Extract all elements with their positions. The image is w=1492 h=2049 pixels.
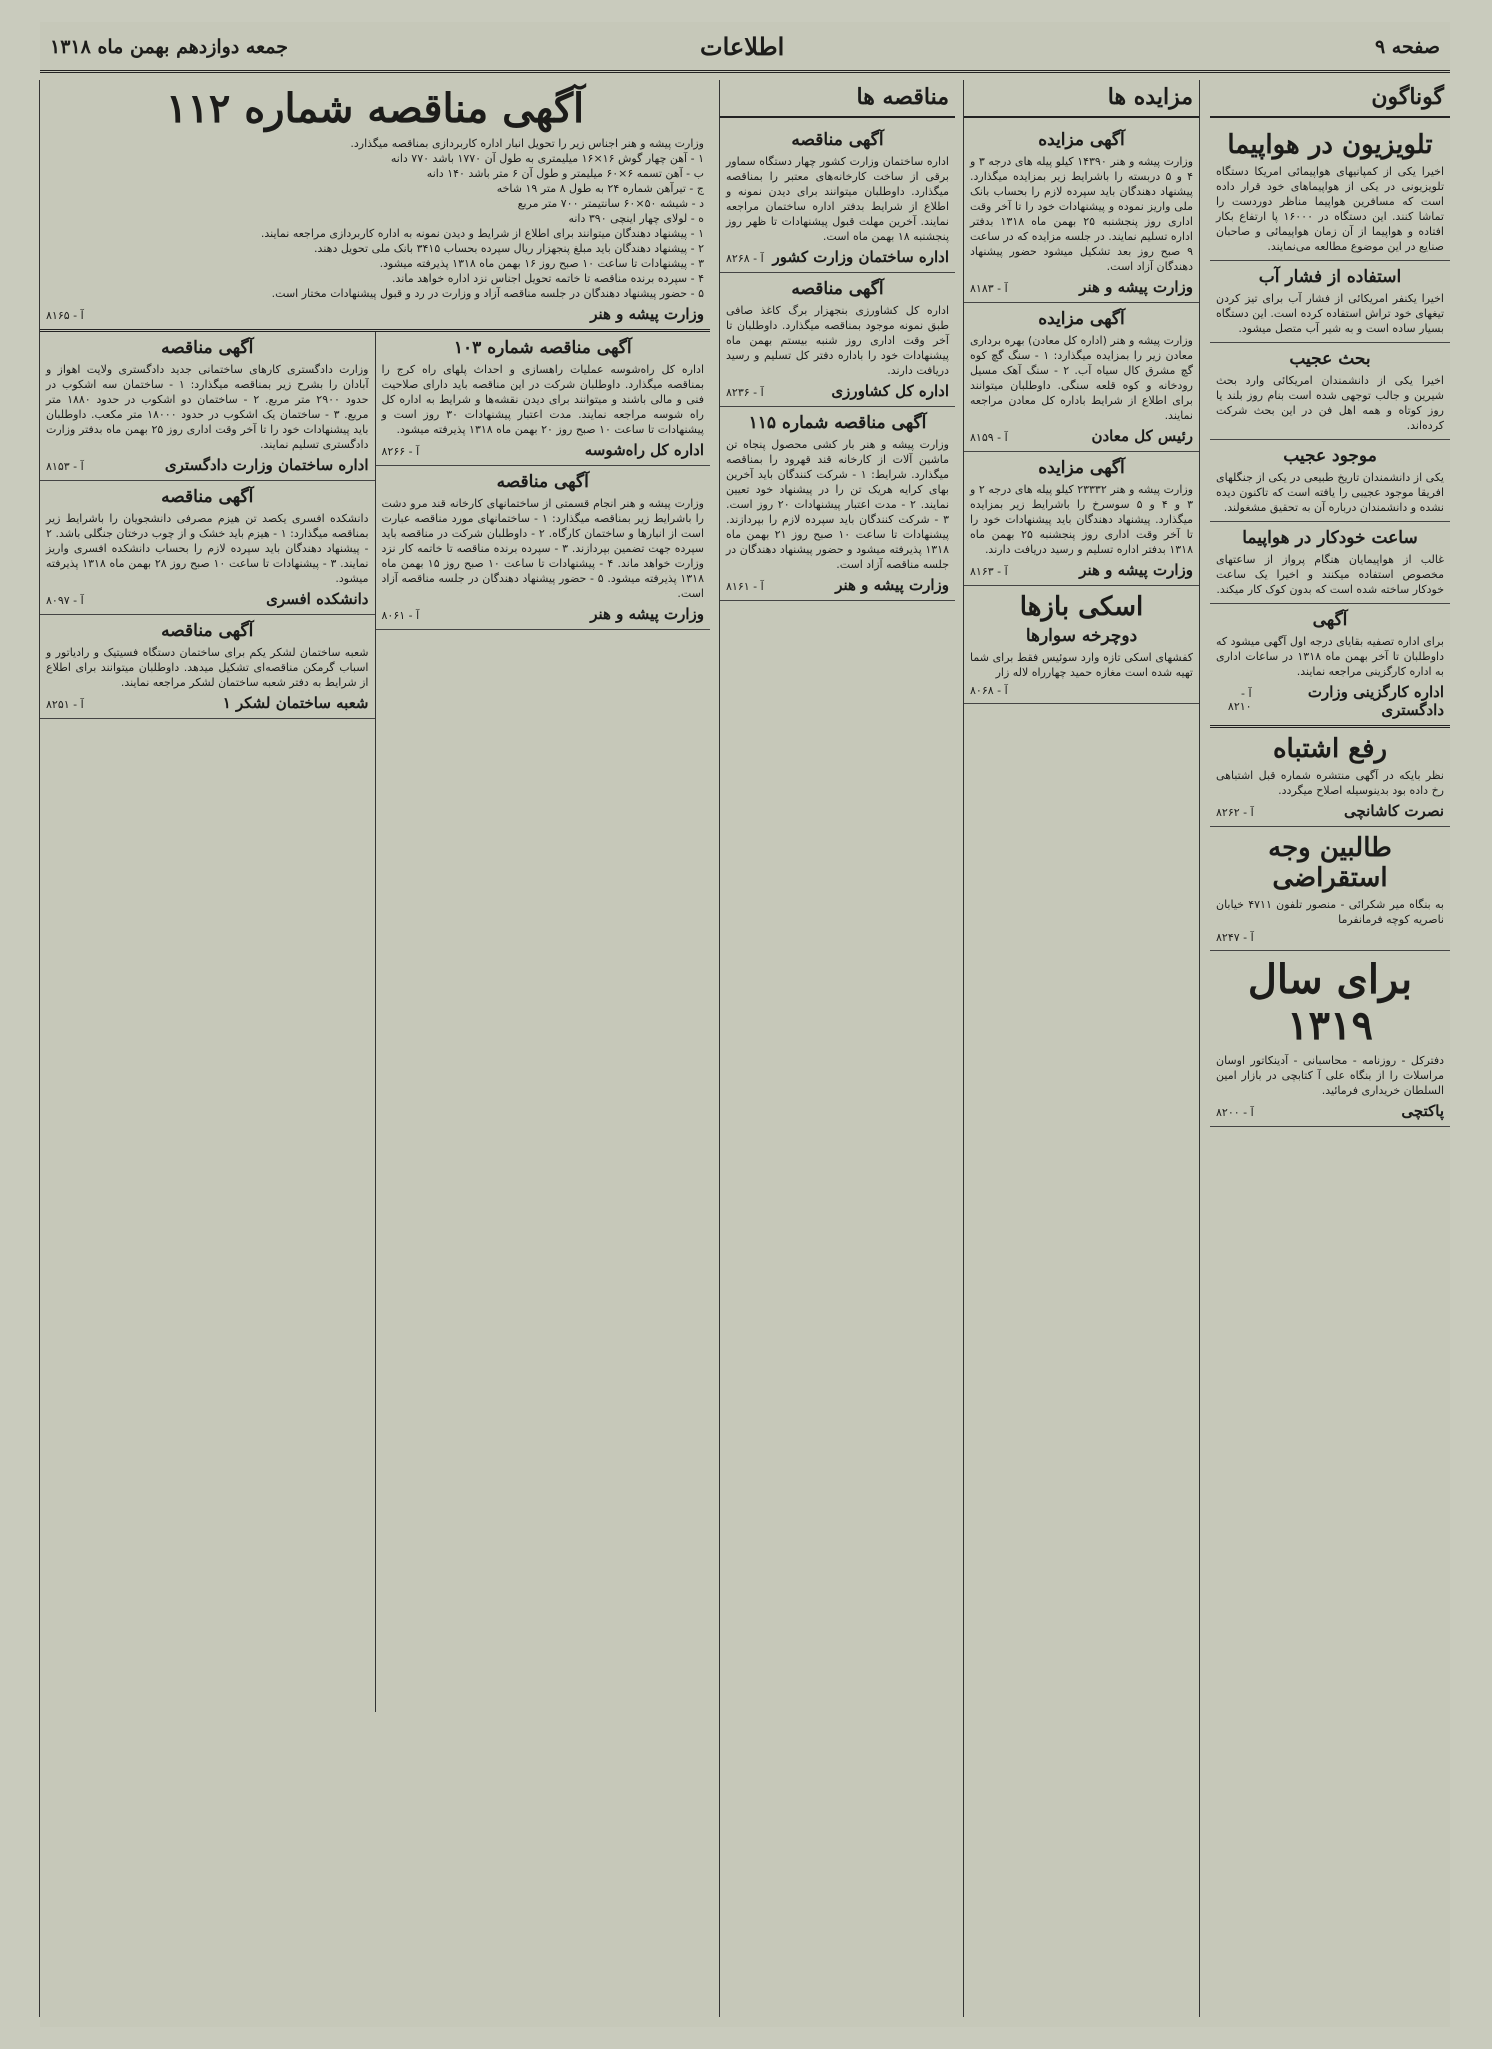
notice-body: برای اداره تصفیه بقایای درجه اول آگهی میشود که داوطلبان تا آخر بهمن ماه ۱۳۱۸ در ساعات اداری به اداره کارگزینی مراجعه نمایند. <box>1216 635 1444 678</box>
tender-ad-ref: آ - ۸۱۶۱ <box>726 580 764 593</box>
tender-112-line: ۳ - پیشنهادات تا ساعت ۱۰ صبح روز ۱۶ بهمن ماه ۱۳۱۸ پذیرفته میشود. <box>379 257 704 270</box>
tender-military-ad <box>40 481 375 615</box>
year-1319-title: برای سال ۱۳۱۹ <box>1247 956 1413 1049</box>
ski-ad-subtitle: دوچرخه سوارها <box>1025 626 1138 646</box>
auction-ad-title: آگهی مزایده <box>1038 309 1125 329</box>
misc-item-title: تلویزیون در هواپیما <box>1227 130 1433 160</box>
tender-ad-issuer: اداره ساختمان وزارت کشور <box>772 248 949 266</box>
misc-item <box>1210 343 1450 440</box>
tender-army-ref: آ - ۸۲۵۱ <box>46 698 84 711</box>
page-number: صفحه ۹ <box>1374 36 1440 58</box>
misc-item <box>1210 124 1450 261</box>
column-left-block <box>39 80 710 2017</box>
auction-ad <box>964 452 1199 586</box>
tender-112-ref: آ - ۸۱۶۵ <box>46 309 84 322</box>
correction-body: نظر بایکه در آگهی منتشره شماره قبل اشتباهی رخ داده بود بدینوسیله اصلاح میگردد. <box>1216 769 1444 797</box>
tender-103-ref: آ - ۸۲۶۶ <box>381 445 420 458</box>
tender-ad-issuer: وزارت پیشه و هنر <box>835 576 949 594</box>
section-title-tenders: مناقصه ها <box>720 80 955 118</box>
tender-ad-body: وزارت پیشه و هنر بار کشی محصول پنجاه تن ماشین آلات از کارخانه قند قهرود را بمناقصه میگذارد. شرایط: ۱ - شرکت کنندگان باید آخرین بهای کرایه هریک تن را در پیشنهاد خود تعیین نمایند. ۲ - مدت اعتبار پیشنهادات ۲۰ روز است. ۳ - شرکت کنندگان باید سپرده لازم را بپردازند. پیشنهادات تا ساعت ۱۰ صبح روز ۲۱ بهمن ماه ۱۳۱۸ پذیرفته میشود و حضور پیشنهاد دهندگان در جلسه مناقصه آزاد است. <box>726 438 950 571</box>
tender-103-issuer: اداره کل راه‌شوسه <box>584 441 704 459</box>
tender-103-body: اداره کل راه‌شوسه عملیات راهسازی و احداث پلهای راه کرج را بمناقصه میگذارد. داوطلبان شرکت در این مناقصه باید دارای صلاحیت فنی و مالی باشند و میتوانند برای دیدن نقشه‌ها و شرایط به اداره کل راه شوسه مراجعه نمایند. مدت اعتبار پیشنهادات ۳۰ روز است و پیشنهادات تا ساعت ۱۰ صبح روز ۲۰ بهمن ماه ۱۳۱۸ پذیرفته میشود. <box>381 363 704 436</box>
auction-ad-body: وزارت پیشه و هنر (اداره کل معادن) بهره برداری معادن زیر را بمزایده میگذارد: ۱ - سنگ گچ کوه گچ مشرق کال سیاه آب. ۲ - سنگ آهک مسیل رودخانه و کوه قلعه سنگی. داوطلبان میتوانند برای اطلاع از شرایط باداره کل معادن مراجعه نمایند. <box>970 334 1193 422</box>
misc-item-title: ساعت خودکار در هواپیما <box>1242 528 1418 548</box>
section-title-auctions: مزایده ها <box>964 80 1199 118</box>
tender-103-title: آگهی مناقصه شماره ۱۰۳ <box>453 338 632 358</box>
loan-ad <box>1210 827 1450 951</box>
auction-ad-issuer: وزارت پیشه و هنر <box>1079 278 1193 296</box>
auction-ad-ref: آ - ۸۱۸۳ <box>970 282 1008 295</box>
column-tenders <box>719 80 955 2017</box>
correction-ref: آ - ۸۲۶۲ <box>1216 806 1254 819</box>
loan-ad-body: به بنگاه میر شکرائی - منصور تلفون ۴۷۱۱ خیابان ناصریه کوچه فرمانفرما <box>1216 898 1444 926</box>
newspaper-page <box>40 22 1450 2027</box>
correction-title: رفع اشتباه <box>1272 734 1388 764</box>
tender-112-line: ۴ - سپرده برنده مناقصه تا خاتمه تحویل اجناس نزد اداره خواهد ماند. <box>392 272 704 285</box>
tender-military-title: آگهی مناقصه <box>161 487 254 507</box>
tender-pishe-ad <box>376 466 711 630</box>
ski-ad-title: اسکی بازها <box>1019 592 1144 622</box>
tender-pishe-title: آگهی مناقصه <box>496 472 589 492</box>
tender-112-title: آگهی مناقصه شماره ۱۱۲ <box>165 85 585 132</box>
tender-ad-body: اداره کل کشاورزی بنجهزار برگ کاغذ صافی طبق نمونه موجود بمناقصه میگذارد. داوطلبان تا آخر وقت اداری روز شنبه بیستم بهمن ماه پیشنهادات خود را باداره دفتر کل تسلیم و رسید دریافت دارند. <box>726 304 949 377</box>
misc-item-body: اخیرا یکی از کمپانیهای هواپیمائی امریکا دستگاه تلویزیونی در یکی از هواپیماهای خود قرار داده است که مسافرین هواپیما مناظر دوردست را تماشا کنند. این دستگاه در ۱۶۰۰۰ پا ارتفاع بکار افتاده و هواپیما از آن زمان هواپیمائی و صاحبان صنایع در این موضوع مطالعه می‌نمایند. <box>1216 165 1444 253</box>
tender-112-line: ۱ - آهن چهار گوش ۱۶×۱۶ میلیمتری به طول آن ۱۷۷۰ باشد ۷۷۰ دانه <box>390 152 704 165</box>
tender-ad-title: آگهی مناقصه <box>791 130 884 150</box>
tender-judiciary-title: آگهی مناقصه <box>161 338 254 358</box>
tender-112-line: ۲ - پیشنهاد دهندگان باید مبلغ پنجهزار ریال سپرده بحساب ۳۴۱۵ بانک ملی تحویل دهند. <box>314 242 704 255</box>
left-subcolumns <box>40 332 710 1712</box>
tender-pishe-issuer: وزارت پیشه و هنر <box>590 605 704 623</box>
ski-ad <box>964 586 1199 704</box>
year-1319-issuer: پاکتچی <box>1401 1102 1444 1120</box>
tender-judiciary-body: وزارت دادگستری کارهای ساختمانی جدید دادگستری ولایت اهواز و آبادان را بشرح زیر بمناقصه میگذارد: ۱ - ساختمان سه اشکوب در حدود ۲۹۰۰ متر مربع. ۲ - ساختمان دو اشکوب در حدود ۱۸۸۰ متر مربع. ۳ - ساختمان یک اشکوب در حدود ۱۸۰۰۰ متر مکعب. داوطلبان باید پیشنهادات خود را تا آخر وقت اداری روز ۲۵ بهمن ماه بدفتر وزارت دادگستری تسلیم نمایند. <box>46 363 369 451</box>
tender-pishe-ref: آ - ۸۰۶۱ <box>381 609 420 622</box>
section-title-misc: گوناگون <box>1210 80 1450 118</box>
tender-112-line: ۱ - پیشنهاد دهندگان میتوانند برای اطلاع از شرایط و دیدن نمونه به اداره کاربردازی مراجعه نمایند. <box>260 227 704 240</box>
auction-ad-title: آگهی مزایده <box>1038 130 1125 150</box>
tender-army-body: شعبه ساختمان لشکر یکم برای ساختمان دستگاه فسیتیک و رادیاتور و اسباب گرمکن مناقصه‌ای تشکیل میدهد. داوطلبان میتوانند برای اطلاع از شرایط به دفتر شعبه ساختمان لشکر مراجعه نمایند. <box>46 646 369 689</box>
auction-ad <box>964 303 1199 452</box>
tender-judiciary-ad <box>40 332 375 481</box>
auction-ad-ref: آ - ۸۱۵۹ <box>970 431 1008 444</box>
tender-judiciary-ref: آ - ۸۱۵۳ <box>46 460 84 473</box>
tender-112-line: ب - آهن تسمه ۶×۶۰ میلیمتر و طول آن ۶ متر باشد ۱۴۰ دانه <box>426 167 704 180</box>
auction-ad-ref: آ - ۸۱۶۳ <box>970 565 1008 578</box>
left-subcolumn-a <box>375 332 711 1712</box>
auction-ad-issuer: وزارت پیشه و هنر <box>1079 561 1193 579</box>
auction-ad-body: وزارت پیشه و هنر ۱۴۳۹۰ کیلو پیله های درجه ۳ و ۴ و ۵ دربسته را باشرایط زیر بمزایده میگذارد. پیشنهاد دهندگان باید سپرده لازم را بحساب بانک ملی واریز نموده و پیشنهادات خود را تا آخر وقت اداری روز پنجشنبه ۲۵ بهمن ماه ۱۳۱۸ بدفتر اداره تسلیم نمایند. در جلسه مزایده که در ساعت ۹ صبح روز بعد تشکیل میشود حضور پیشنهاد دهندگان آزاد است. <box>970 155 1194 273</box>
tender-103-ad <box>376 332 711 466</box>
notice-signature <box>1216 683 1444 719</box>
tender-ad-title: آگهی مناقصه شماره ۱۱۵ <box>748 413 927 433</box>
tender-ad-issuer: اداره کل کشاورزی <box>831 382 949 400</box>
misc-item-title: استفاده از فشار آب <box>1258 267 1402 287</box>
notice-ad <box>1210 604 1450 728</box>
tender-pishe-body: وزارت پیشه و هنر انجام قسمتی از ساختمانهای کارخانه قند مرو دشت را باشرایط زیر بمناقصه میگذارد: ۱ - ساختمانهای مورد مناقصه عبارت است از انبارها و ساختمان کارگاه. ۲ - داوطلبان شرکت در مناقصه باید سپرده جهت تضمین بپردازند. ۳ - سپرده برنده مناقصه تا خاتمه کار نزد وزارت خواهد ماند. ۴ - پیشنهادات تا ساعت ۱۰ صبح روز ۱۵ بهمن ماه ۱۳۱۸ پذیرفته میشود. ۵ - حضور پیشنهاد دهندگان در جلسه مناقصه آزاد است. <box>381 497 705 600</box>
misc-item-body: اخیرا یکنفر امریکائی از فشار آب برای تیز کردن تیغهای خود تراش استفاده کرده است. این دستگاه بسیار ساده است و به شیر آب متصل میشود. <box>1216 292 1444 335</box>
misc-item <box>1210 522 1450 604</box>
paper-name: اطلاعات <box>700 32 785 61</box>
tender-ad-body: اداره ساختمان وزارت کشور چهار دستگاه سماور برقی از ساخت کارخانه‌های معتبر را بمناقصه میگذارد. داوطلبان میتوانند برای دیدن نمونه و اطلاع از شرایط بدفتر اداره ساختمان مراجعه نمایند. آخرین مهلت قبول پیشنهادات تا ظهر روز پنجشنبه ۱۸ بهمن ماه است. <box>726 155 949 243</box>
tender-military-issuer: دانشکده افسری <box>266 590 369 608</box>
tender-112-line: ۵ - حضور پیشنهاد دهندگان در جلسه مناقصه آزاد و وزارت در رد و قبول پیشنهادات مختار است. <box>271 287 704 300</box>
loan-ad-signature <box>1216 931 1444 944</box>
tender-112-intro: وزارت پیشه و هنر اجناس زیر را تحویل انبار اداره کاربردازی بمناقصه میگذارد. <box>350 137 704 150</box>
correction-ad <box>1210 728 1450 827</box>
tender-ad <box>720 273 955 407</box>
year-1319-ad <box>1210 951 1450 1127</box>
notice-ref: آ - ۸۲۱۰ <box>1227 687 1252 713</box>
auction-ad-body: وزارت پیشه و هنر ۲۳۳۳۲ کیلو پیله های درجه ۲ و ۳ و ۴ و ۵ سوسرخ را باشرایط زیر بمزایده میگذارد. پیشنهاد دهندگان باید پیشنهادات خود را تا آخر وقت اداری روز پنجشنبه ۲۵ بهمن ماه ۱۳۱۸ بدفتر اداره تسلیم و رسید دریافت دارند. <box>970 483 1194 556</box>
masthead <box>40 22 1450 73</box>
misc-item <box>1210 261 1450 343</box>
misc-item-body: اخیرا یکی از دانشمندان امریکائی وارد بحث شیرین و جالب توجهی شده است بنام روز بلند یا روز کوتاه و همه اهل فن در این بحث شرکت کرده‌اند. <box>1216 374 1444 432</box>
correction-issuer: نصرت کاشانچی <box>1343 802 1444 820</box>
notice-issuer: اداره کارگزینی وزارت دادگستری <box>1307 683 1444 719</box>
tender-ad <box>720 407 955 601</box>
loan-ad-ref: آ - ۸۲۴۷ <box>1216 931 1254 944</box>
year-1319-body: دفترکل - روزنامه - محاسبانی - آدینکاتور اوسان مراسلات را از بنگاه علی آ کتابچی در بازار امین السلطان خریداری فرمائید. <box>1216 1054 1444 1097</box>
tender-judiciary-issuer: اداره ساختمان وزارت دادگستری <box>164 456 369 474</box>
column-misc <box>1210 80 1450 2017</box>
misc-item-body: یکی از دانشمندان تاریخ طبیعی در یکی از جنگلهای افریقا موجود عجیبی را یافته است که تاکنون دیده نشده و دانشمندان درباره آن به تحقیق مشغولند. <box>1216 471 1444 514</box>
tender-military-body: دانشکده افسری یکصد تن هیزم مصرفی دانشجویان را باشرایط زیر بمناقصه میگذارد: ۱ - هیزم باید خشک و از چوب درختان جنگلی باشد. ۲ - پیشنهاد دهندگان باید سپرده لازم را بحساب دانشکده افسری واریز نمایند. ۳ - پیشنهادات تا ساعت ۱۰ صبح روز ۲۸ بهمن ماه ۱۳۱۸ پذیرفته میشود. <box>46 512 369 585</box>
tender-ad-ref: آ - ۸۲۳۶ <box>726 386 764 399</box>
tender-ad <box>720 124 955 273</box>
loan-ad-title: طالبین وجه استقراضی <box>1268 833 1392 893</box>
column-auctions <box>963 80 1200 2017</box>
left-subcolumn-b <box>40 332 375 1712</box>
auction-ad-issuer: رئیس کل معادن <box>1091 427 1193 445</box>
tender-ad-ref: آ - ۸۲۶۸ <box>726 252 764 265</box>
auction-ad-title: آگهی مزایده <box>1038 458 1125 478</box>
tender-112-line: ج - تیرآهن شماره ۲۴ به طول ۸ متر ۱۹ شاخه <box>496 182 704 195</box>
tender-112-ad <box>40 80 710 332</box>
tender-112-line: د - شیشه ۵۰×۶۰ سانتیمتر ۷۰۰ متر مربع <box>517 197 704 210</box>
misc-item-title: موجود عجیب <box>1283 446 1377 466</box>
tender-112-line: ه - لولای چهار اینچی ۳۹۰ دانه <box>568 212 704 225</box>
year-1319-signature <box>1216 1102 1444 1120</box>
year-1319-ref: آ - ۸۲۰۰ <box>1216 1106 1254 1119</box>
tender-army-ad <box>40 615 375 719</box>
misc-item-title: بحث عجیب <box>1289 349 1371 369</box>
misc-item-body: غالب از هواپیمایان هنگام پرواز از ساعتهای مخصوص استفاده میکنند و اخیرا یک ساعت خودکار ساخته شده است که بدون کوک کار میکند. <box>1216 553 1444 596</box>
tender-military-ref: آ - ۸۰۹۷ <box>46 594 84 607</box>
auction-ad <box>964 124 1199 303</box>
notice-title: آگهی <box>1312 610 1348 630</box>
ski-ad-body: کفشهای اسکی تازه وارد سوئیس فقط برای شما تهیه شده است مغازه حمید چهارراه لاله زار <box>970 651 1193 679</box>
ski-ad-ref: آ - ۸۰۶۸ <box>970 684 1008 697</box>
tender-army-issuer: شعبه ساختمان لشکر ۱ <box>222 694 369 712</box>
tender-army-title: آگهی مناقصه <box>161 621 254 641</box>
misc-item <box>1210 440 1450 522</box>
issue-date: جمعه دوازدهم بهمن ماه ۱۳۱۸ <box>50 36 288 58</box>
tender-ad-title: آگهی مناقصه <box>791 279 884 299</box>
tender-112-issuer: وزارت پیشه و هنر <box>590 305 704 323</box>
correction-signature <box>1216 802 1444 820</box>
